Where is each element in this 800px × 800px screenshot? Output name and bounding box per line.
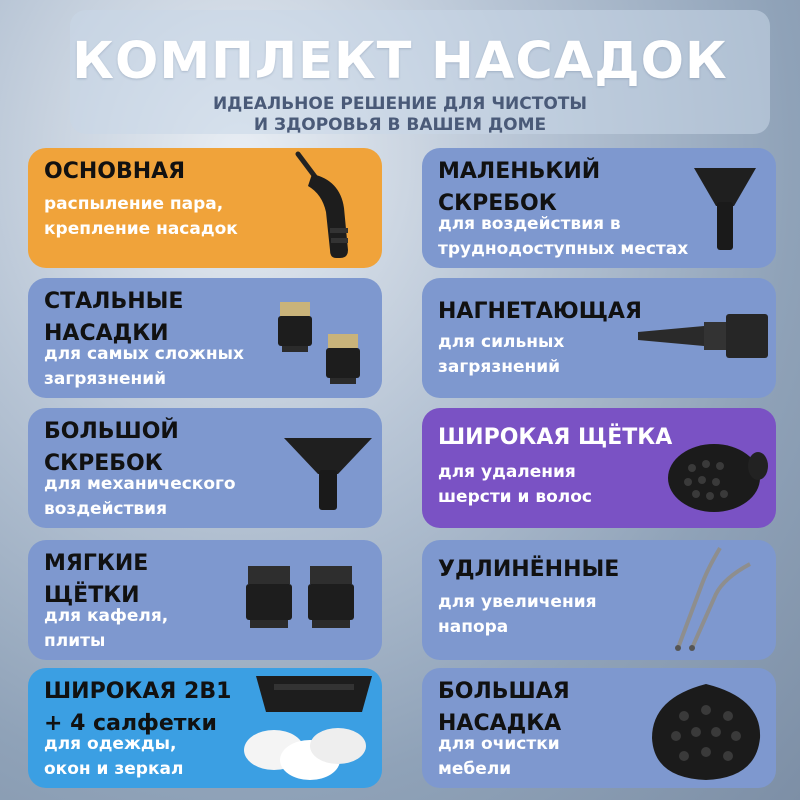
subtitle-line-1: ИДЕАЛЬНОЕ РЕШЕНИЕ ДЛЯ ЧИСТОТЫ <box>212 94 588 114</box>
nozzle-icon <box>634 308 772 362</box>
card-pressure-nozzle <box>422 278 776 398</box>
card-description: для кафеля, плиты <box>44 606 169 651</box>
card-description: для сильных загрязнений <box>438 332 565 377</box>
card-title: ШИРОКАЯ 2В1 + 4 салфетки <box>44 679 232 736</box>
card-title: БОЛЬШОЙ СКРЕБОК <box>44 419 179 476</box>
page-title: КОМПЛЕКТ НАСАДОК <box>72 32 728 91</box>
card-description: для увеличения напора <box>438 592 597 637</box>
card-large-brush <box>422 668 776 788</box>
card-description: для механического воздействия <box>44 474 236 519</box>
large-scraper-icon <box>280 428 376 514</box>
card-title: МЯГКИЕ ЩЁТКИ <box>44 551 149 608</box>
card-main-nozzle <box>28 148 382 268</box>
page-subtitle <box>0 94 800 136</box>
card-title: БОЛЬШАЯ НАСАДКА <box>438 679 570 736</box>
card-extension-tubes <box>422 540 776 660</box>
large-brush-icon <box>644 680 768 784</box>
wide-brush-icon <box>662 436 772 516</box>
card-description: для очистки мебели <box>438 734 560 779</box>
steel-brushes-icon <box>268 296 378 392</box>
card-large-scraper <box>28 408 382 528</box>
steam-gun-icon <box>278 150 378 266</box>
card-title: МАЛЕНЬКИЙ СКРЕБОК <box>438 159 601 216</box>
soft-brushes-icon <box>240 558 380 642</box>
card-description: для одежды, окон и зеркал <box>44 734 184 779</box>
card-soft-brushes <box>28 540 382 660</box>
card-small-scraper <box>422 148 776 268</box>
card-title: УДЛИНЁННЫЕ <box>438 557 620 582</box>
small-scraper-icon <box>690 162 760 252</box>
card-description: для воздействия в труднодоступных местах <box>438 214 689 259</box>
card-description: для самых сложных загрязнений <box>44 344 244 389</box>
card-title: СТАЛЬНЫЕ НАСАДКИ <box>44 289 184 346</box>
extension-tubes-icon <box>658 544 758 654</box>
card-description: распыление пара, крепление насадок <box>44 194 238 239</box>
card-title: НАГНЕТАЮЩАЯ <box>438 299 642 324</box>
card-wide-2in1 <box>28 668 382 788</box>
card-steel-brushes <box>28 278 382 398</box>
card-description: для удаления шерсти и волос <box>438 462 592 507</box>
card-wide-brush <box>422 408 776 528</box>
subtitle-line-2: И ЗДОРОВЬЯ В ВАШЕМ ДОМЕ <box>253 115 547 135</box>
wide-window-tool-icon <box>234 672 380 784</box>
card-title: ОСНОВНАЯ <box>44 159 186 184</box>
card-title: ШИРОКАЯ ЩЁТКА <box>438 425 673 450</box>
